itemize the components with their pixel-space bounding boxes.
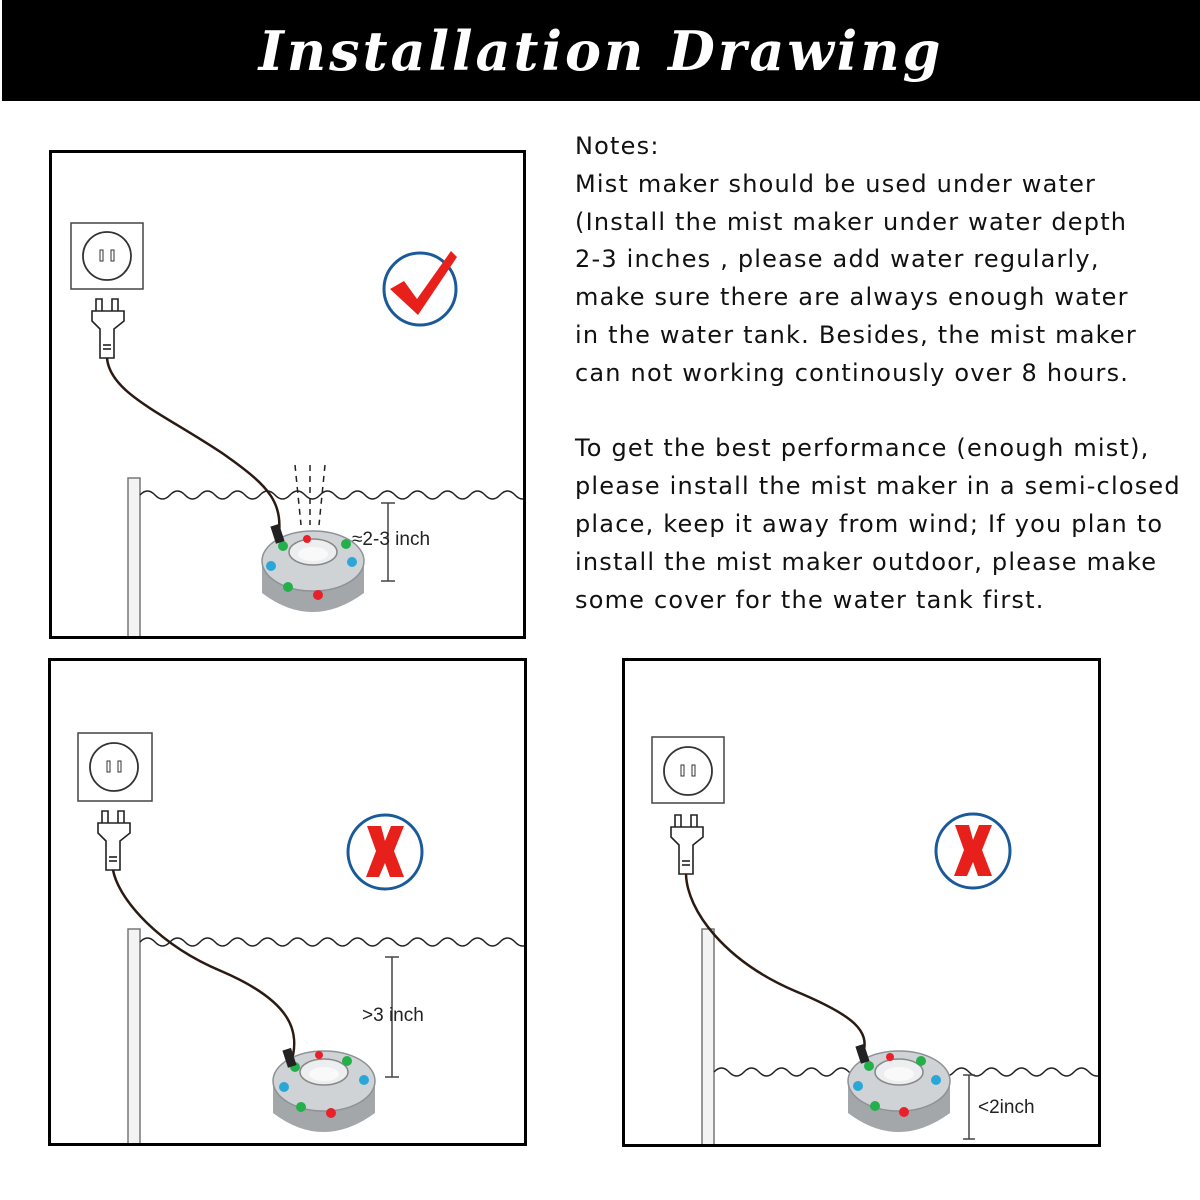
notes-line: please install the mist maker in a semi-closed [575, 472, 1181, 501]
notes-line: Mist maker should be used under water [575, 169, 1097, 198]
tank-wall [128, 929, 140, 1146]
notes-text [575, 128, 1195, 619]
wall-socket [78, 733, 152, 801]
notes-line: in the water tank. Besides, the mist maker [575, 320, 1137, 349]
title-banner [2, 0, 1200, 101]
notes-line: (Install the mist maker under water depth [575, 207, 1128, 236]
wall-socket [71, 223, 143, 289]
page-title: Installation Drawing [258, 18, 944, 83]
notes-line: To get the best performance (enough mist), [575, 434, 1150, 463]
depth-label: >3 inch [362, 1005, 424, 1026]
wall-socket [652, 737, 724, 803]
mist-maker-device [273, 1048, 375, 1132]
notes-line: Notes: [575, 132, 660, 160]
water-surface [140, 938, 527, 946]
panel-too-deep [48, 658, 527, 1146]
power-plug [92, 299, 124, 358]
mist-maker-device [848, 1044, 950, 1132]
water-surface [140, 491, 526, 499]
notes-line: make sure there are always enough water [575, 283, 1129, 312]
notes-line: place, keep it away from wind; If you plan to [575, 509, 1164, 538]
notes-line: install the mist maker outdoor, please make [575, 547, 1158, 576]
cross-icon [936, 814, 1010, 888]
panel-too-shallow [622, 658, 1101, 1147]
depth-label: <2inch [978, 1097, 1035, 1118]
notes-line: some cover for the water tank first. [575, 585, 1045, 614]
tank-wall [128, 478, 140, 639]
notes-line: 2-3 inches , please add water regularly, [575, 245, 1100, 274]
power-plug [98, 811, 130, 870]
panel-correct [49, 150, 526, 639]
depth-marker [963, 1075, 975, 1139]
depth-label: ≈2-3 inch [352, 529, 431, 550]
power-plug [671, 815, 703, 874]
notes-line: can not working continously over 8 hours. [575, 358, 1130, 387]
cross-icon [348, 815, 422, 889]
tank-wall [702, 929, 714, 1147]
mist-maker-device [262, 524, 364, 612]
check-icon [384, 251, 457, 325]
